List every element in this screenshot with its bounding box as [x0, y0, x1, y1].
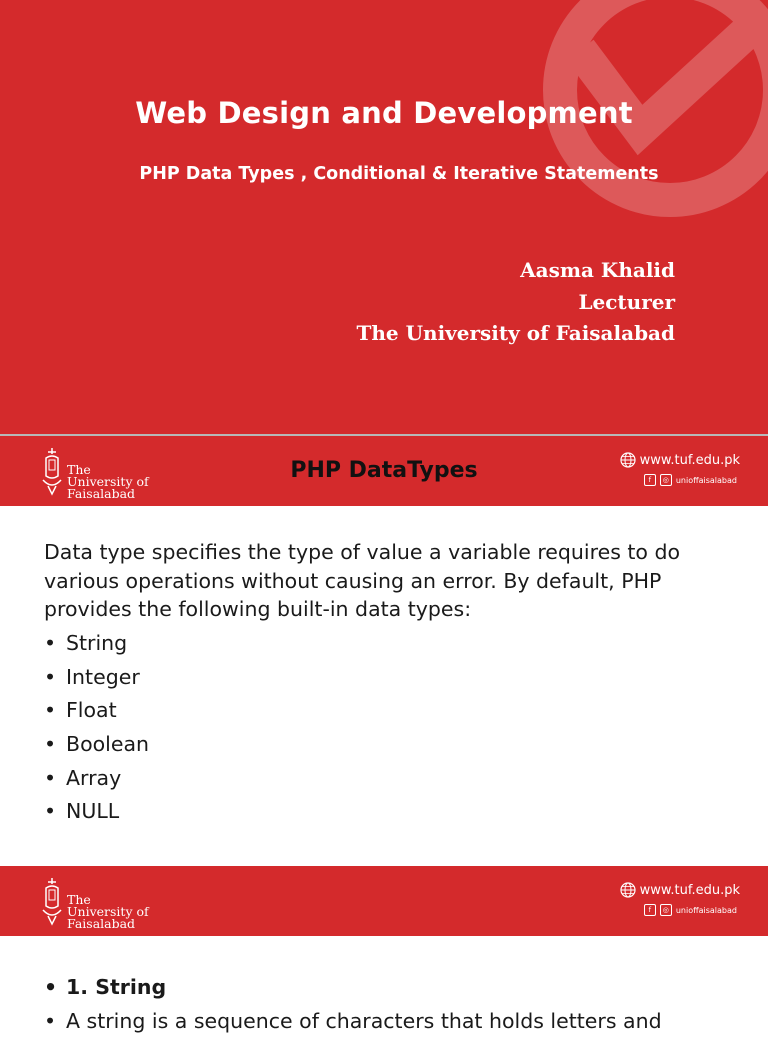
presentation-subtitle: PHP Data Types , Conditional & Iterative Statements — [139, 164, 659, 184]
facebook-icon[interactable]: f — [644, 904, 656, 916]
presentation-title: Web Design and Development — [135, 96, 633, 130]
facebook-icon[interactable]: f — [644, 474, 656, 486]
social-handle: unioffaisalabad — [675, 905, 737, 915]
website-url: www.tuf.edu.pk — [639, 452, 740, 468]
section-heading: • 1. String — [44, 970, 662, 1004]
list-item: • NULL — [44, 795, 149, 829]
website-url: www.tuf.edu.pk — [639, 882, 740, 898]
slide-header-bar — [0, 436, 768, 506]
website-link[interactable] — [620, 882, 740, 898]
slide-title: PHP DataTypes — [290, 458, 478, 483]
decorative-logo-mark — [520, 0, 768, 260]
list-item: • Integer — [44, 661, 149, 695]
social-links — [644, 904, 737, 916]
author-name: Aasma Khalid — [520, 258, 675, 282]
logo-text: The University of Faisalabad — [67, 462, 149, 501]
instagram-icon[interactable]: ◎ — [660, 904, 672, 916]
title-slide — [0, 0, 768, 434]
logo-text: The University of Faisalabad — [67, 892, 149, 931]
university-logo — [40, 876, 150, 931]
social-handle: unioffaisalabad — [675, 475, 737, 485]
list-item: • Float — [44, 694, 149, 728]
globe-icon — [620, 882, 636, 898]
author-role: Lecturer — [578, 289, 675, 314]
section-text: • A string is a sequence of characters that holds letters and — [44, 1004, 662, 1038]
string-section — [44, 970, 662, 1038]
datatype-intro: Data type specifies the type of value a variable requires to do various operations without causing an error. By default, PHP provides the following built-in data types: — [44, 540, 681, 621]
author-block — [356, 255, 675, 350]
author-institution: The University of Faisalabad — [356, 321, 675, 345]
instagram-icon[interactable]: ◎ — [660, 474, 672, 486]
website-link[interactable] — [620, 452, 740, 468]
slide-header-bar — [0, 866, 768, 936]
list-item: • String — [44, 627, 149, 661]
list-item: • Array — [44, 762, 149, 796]
social-links — [644, 474, 737, 486]
datatype-list — [44, 627, 149, 829]
list-item: • Boolean — [44, 728, 149, 762]
globe-icon — [620, 452, 636, 468]
university-crest-icon — [40, 876, 64, 926]
